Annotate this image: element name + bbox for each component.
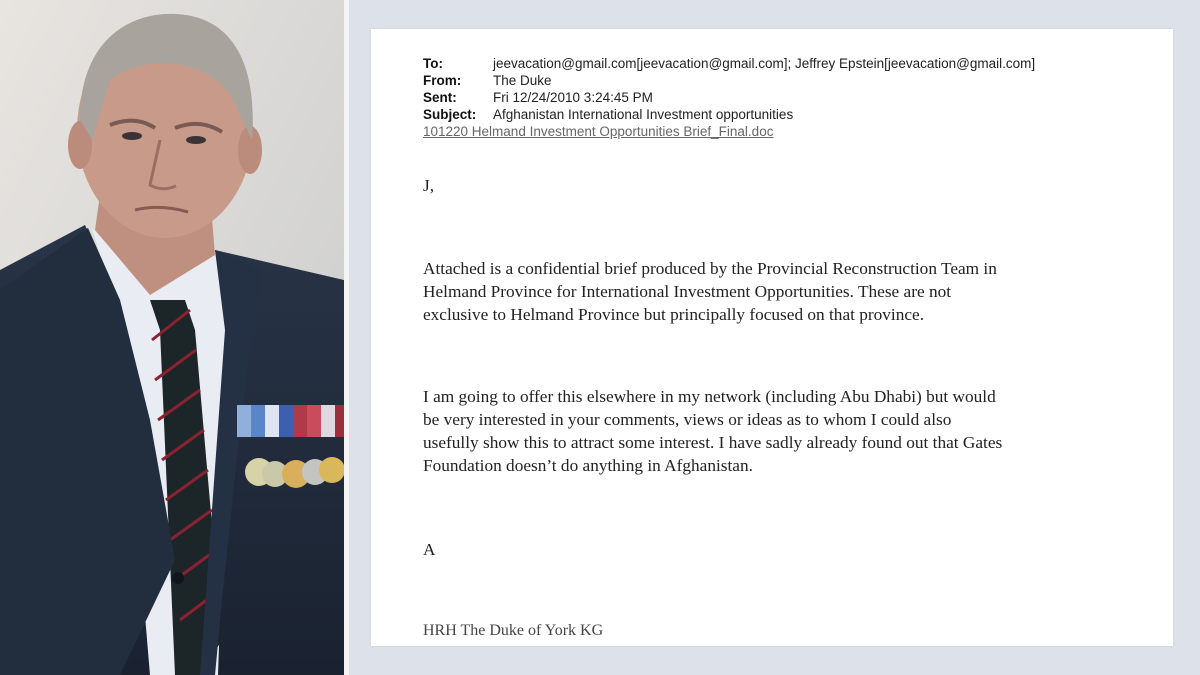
email-header	[423, 55, 1035, 140]
paragraph-2	[423, 385, 1002, 477]
sent-value: Fri 12/24/2010 3:24:45 PM	[493, 90, 653, 105]
subject-value: Afghanistan International Investment opportunities	[493, 107, 794, 122]
paragraph-1-line: exclusive to Helmand Province but principally focused on that province.	[423, 305, 925, 324]
from-value: The Duke	[493, 73, 552, 88]
from-label: From:	[423, 73, 462, 88]
portrait-illustration	[0, 0, 344, 675]
greeting: J,	[423, 176, 435, 195]
from-row	[423, 72, 1035, 89]
paragraph-2-line: I am going to offer this elsewhere in my network (including Abu Dhabi) but would	[423, 387, 996, 406]
paragraph-1	[423, 257, 997, 326]
to-label: To:	[423, 56, 443, 71]
sent-row	[423, 89, 1035, 106]
paragraph-1-line: Attached is a confidential brief produced by the Provincial Reconstruction Team in	[423, 259, 997, 278]
signoff: A	[423, 540, 436, 559]
paragraph-1-line: Helmand Province for International Investment Opportunities. These are not	[423, 282, 952, 301]
paragraph-2-line: Foundation doesn’t do anything in Afghanistan.	[423, 456, 753, 475]
to-value: jeevacation@gmail.com[jeevacation@gmail.com]; Jeffrey Epstein[jeevacation@gmail.com]	[493, 56, 1036, 71]
paragraph-2-line: usefully show this to attract some interest. I have sadly already found out that Gates	[423, 433, 1003, 452]
signature: HRH The Duke of York KG	[423, 622, 604, 639]
portrait-photo	[0, 0, 344, 675]
subject-row	[423, 106, 1035, 123]
subject-label: Subject:	[423, 107, 477, 122]
to-row	[423, 55, 1035, 72]
paragraph-2-line: be very interested in your comments, views or ideas as to whom I could also	[423, 410, 952, 429]
attachment-link[interactable]: 101220 Helmand Investment Opportunities Brief_Final.doc	[423, 124, 774, 139]
sent-label: Sent:	[423, 90, 457, 105]
